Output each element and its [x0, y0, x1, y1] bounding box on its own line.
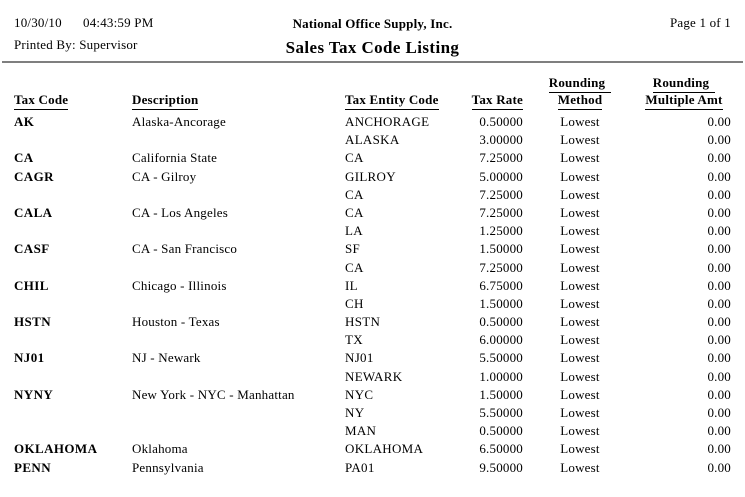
rounding-multiple-amt-cell: 0.00 — [707, 204, 731, 220]
tax-code-cell: CASF — [14, 241, 50, 257]
tax-code-cell: AK — [14, 114, 35, 129]
rounding-multiple-amt-cell: 0.00 — [707, 350, 731, 366]
tax-entity-code-cell: HSTN — [345, 314, 381, 330]
table-row — [0, 313, 745, 331]
rounding-multiple-amt-cell: 0.00 — [707, 459, 731, 475]
company-name: National Office Supply, Inc. — [292, 16, 453, 31]
rounding-multiple-amt-cell: 0.00 — [707, 168, 731, 184]
tax-rate-cell: 5.50000 — [479, 405, 523, 420]
col-header-tax-rate: Tax Rate — [443, 92, 523, 110]
report-title: Sales Tax Code Listing — [285, 38, 460, 57]
tax-rate-cell: 1.00000 — [479, 368, 523, 384]
tax-entity-code-cell: CA — [345, 186, 364, 202]
tax-rate-cell: 7.25000 — [479, 150, 523, 166]
rounding-method-cell: Lowest — [560, 295, 600, 311]
table-row — [0, 331, 745, 349]
table-row — [0, 277, 745, 295]
rounding-method-cell: Lowest — [560, 314, 600, 330]
tax-code-cell: PENN — [14, 459, 51, 475]
rounding-multiple-amt-cell: 0.00 — [707, 150, 731, 166]
tax-entity-code-cell: GILROY — [345, 168, 396, 184]
tax-rate-cell: 9.50000 — [479, 459, 523, 475]
print-time: 04:43:59 PM — [83, 15, 154, 30]
rounding-method-cell: Lowest — [560, 132, 600, 148]
tax-entity-code-cell: ALASKA — [345, 132, 400, 148]
tax-code-cell: CAGR — [14, 168, 54, 184]
tax-entity-code-cell: NEWARK — [345, 368, 403, 384]
tax-entity-code-cell: NJ01 — [345, 350, 374, 366]
rounding-multiple-amt-cell: 0.00 — [707, 223, 731, 239]
rounding-method-cell: Lowest — [560, 259, 600, 275]
tax-entity-code-cell: ANCHORAGE — [345, 114, 430, 129]
rounding-method-cell: Lowest — [560, 423, 600, 439]
description-cell: Chicago - Illinois — [132, 277, 227, 293]
description-cell: NJ - Newark — [132, 350, 201, 366]
rounding-method-cell: Lowest — [560, 204, 600, 220]
rounding-multiple-amt-cell: 0.00 — [707, 241, 731, 257]
description-cell: CA - San Francisco — [132, 241, 238, 257]
table-row — [0, 204, 745, 222]
col-header-tax-entity-code: Tax Entity Code — [345, 92, 439, 110]
tax-rate-cell: 0.50000 — [479, 114, 523, 129]
description-cell: Alaska-Ancorage — [132, 114, 226, 129]
tax-entity-code-cell: CH — [345, 295, 364, 311]
tax-rate-cell: 6.75000 — [479, 277, 523, 293]
tax-entity-code-cell: PA01 — [345, 459, 375, 475]
rounding-multiple-amt-cell: 0.00 — [707, 386, 731, 402]
tax-entity-code-cell: MAN — [345, 423, 377, 439]
tax-entity-code-cell: OKLAHOMA — [345, 441, 424, 457]
tax-entity-code-cell: CA — [345, 150, 364, 166]
tax-rate-cell: 6.00000 — [479, 332, 523, 348]
description-cell: California State — [132, 150, 218, 166]
table-row — [0, 168, 745, 186]
description-cell: CA - Gilroy — [132, 168, 197, 184]
print-date: 10/30/10 — [14, 15, 62, 30]
rounding-multiple-amt-cell: 0.00 — [707, 332, 731, 348]
tax-code-cell: NYNY — [14, 386, 54, 402]
description-cell: Pennsylvania — [132, 459, 204, 475]
table-row — [0, 149, 745, 167]
rounding-multiple-amt-cell: 0.00 — [707, 114, 731, 129]
tax-entity-code-cell: NYC — [345, 386, 374, 402]
col-header-rounding-method-line2: Method — [523, 92, 637, 110]
table-row — [0, 368, 745, 386]
col-header-rounding-multiple-line2: Multiple Amt — [637, 92, 731, 110]
table-row — [0, 259, 745, 277]
rounding-multiple-amt-cell: 0.00 — [707, 368, 731, 384]
tax-rate-cell: 1.50000 — [479, 241, 523, 257]
table-row — [0, 422, 745, 440]
col-header-description: Description — [132, 92, 198, 110]
rounding-multiple-amt-cell: 0.00 — [707, 423, 731, 439]
tax-entity-code-cell: TX — [345, 332, 363, 348]
tax-rate-cell: 7.25000 — [479, 204, 523, 220]
description-cell: New York - NYC - Manhattan — [132, 386, 295, 402]
tax-rate-cell: 1.25000 — [479, 223, 523, 239]
tax-entity-code-cell: SF — [345, 241, 361, 257]
description-cell: CA - Los Angeles — [132, 204, 229, 220]
table-row — [0, 404, 745, 422]
page-indicator: Page 1 of 1 — [669, 15, 731, 30]
tax-code-cell: NJ01 — [14, 350, 45, 366]
table-row — [0, 240, 745, 258]
header-divider — [2, 61, 743, 63]
table-row — [0, 440, 745, 458]
rounding-multiple-amt-cell: 0.00 — [707, 405, 731, 420]
tax-rate-cell: 5.00000 — [479, 168, 523, 184]
tax-rate-cell: 1.50000 — [479, 295, 523, 311]
table-row — [0, 186, 745, 204]
table-row — [0, 386, 745, 404]
rounding-multiple-amt-cell: 0.00 — [707, 295, 731, 311]
table-body — [0, 113, 745, 477]
description-cell: Oklahoma — [132, 441, 188, 457]
rounding-method-cell: Lowest — [560, 386, 600, 402]
tax-code-cell: CHIL — [14, 277, 49, 293]
tax-rate-cell: 7.25000 — [479, 186, 523, 202]
tax-entity-code-cell: CA — [345, 259, 364, 275]
tax-entity-code-cell: CA — [345, 204, 364, 220]
table-row — [0, 295, 745, 313]
rounding-method-cell: Lowest — [560, 441, 600, 457]
table-row — [0, 349, 745, 367]
rounding-method-cell: Lowest — [560, 405, 600, 420]
rounding-method-cell: Lowest — [560, 277, 600, 293]
rounding-multiple-amt-cell: 0.00 — [707, 186, 731, 202]
rounding-method-cell: Lowest — [560, 186, 600, 202]
tax-code-cell: CA — [14, 150, 34, 166]
description-cell: Houston - Texas — [132, 314, 220, 330]
tax-rate-cell: 1.50000 — [479, 386, 523, 402]
tax-rate-cell: 5.50000 — [479, 350, 523, 366]
tax-code-cell: CALA — [14, 204, 53, 220]
rounding-method-cell: Lowest — [560, 150, 600, 166]
rounding-method-cell: Lowest — [560, 114, 600, 129]
rounding-method-cell: Lowest — [560, 459, 600, 475]
tax-entity-code-cell: LA — [345, 223, 363, 239]
rounding-method-cell: Lowest — [560, 332, 600, 348]
tax-code-cell: HSTN — [14, 314, 52, 330]
table-row — [0, 459, 745, 477]
tax-code-cell: OKLAHOMA — [14, 441, 98, 457]
rounding-multiple-amt-cell: 0.00 — [707, 277, 731, 293]
table-row — [0, 222, 745, 240]
rounding-method-cell: Lowest — [560, 368, 600, 384]
table-row — [0, 113, 745, 131]
col-header-tax-code: Tax Code — [14, 92, 68, 110]
tax-rate-cell: 0.50000 — [479, 314, 523, 330]
tax-rate-cell: 7.25000 — [479, 259, 523, 275]
table-row — [0, 131, 745, 149]
tax-rate-cell: 0.50000 — [479, 423, 523, 439]
rounding-multiple-amt-cell: 0.00 — [707, 259, 731, 275]
printed-by: Printed By: Supervisor — [14, 37, 138, 52]
rounding-method-cell: Lowest — [560, 241, 600, 257]
tax-rate-cell: 6.50000 — [479, 441, 523, 457]
tax-rate-cell: 3.00000 — [479, 132, 523, 148]
col-header-rounding-multiple-line1: Rounding — [637, 75, 731, 93]
rounding-multiple-amt-cell: 0.00 — [707, 314, 731, 330]
rounding-method-cell: Lowest — [560, 223, 600, 239]
rounding-method-cell: Lowest — [560, 350, 600, 366]
rounding-multiple-amt-cell: 0.00 — [707, 132, 731, 148]
col-header-rounding-method-line1: Rounding — [523, 75, 637, 93]
rounding-method-cell: Lowest — [560, 168, 600, 184]
rounding-multiple-amt-cell: 0.00 — [707, 441, 731, 457]
tax-entity-code-cell: IL — [345, 277, 358, 293]
tax-entity-code-cell: NY — [345, 405, 365, 420]
